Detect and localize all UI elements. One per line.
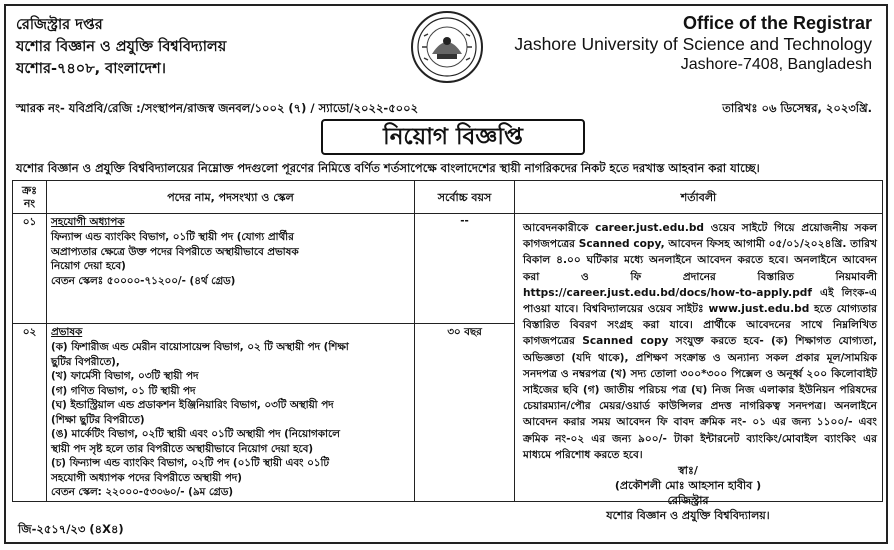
notice-page: [4, 4, 888, 544]
office-name-bn: রেজিস্ট্রার দপ্তর: [16, 17, 103, 33]
serial-cell: ০২: [13, 324, 47, 502]
header-english: [514, 12, 872, 75]
pay-scale: বেতন স্কেলঃ ৫০০০০-৭১২০০/- (৪র্থ গ্রেড): [51, 274, 236, 287]
intro-text: যশোর বিজ্ঞান ও প্রযুক্তি বিশ্ববিদ্যালয়ের নিম্নোক্ত পদগুলো পূরণের নিমিত্তে বর্ণিত শর্তসাপেক্ষে বাংলাদেশের স্থায়ী নাগরিকদের নিকট হতে দরখাস্ত আহবান করা যাচ্ছে।: [16, 161, 760, 175]
post-details: [51, 230, 410, 288]
post-detail-line: (গ) গণিত বিভাগ, ০১ টি স্থায়ী পদ: [51, 384, 196, 397]
post-detail-line: সহযোগী অধ্যাপক পদের বিপরীতে অস্থায়ী পদ): [51, 471, 242, 484]
post-title: প্রভাষক: [51, 326, 83, 338]
serial-cell: ০১: [13, 214, 47, 324]
table-header-row: [13, 181, 883, 214]
ad-code: জি-২৫১৭/২৩ (৪X৪): [18, 522, 124, 536]
post-detail-line: (চ) ফিন্যান্স এন্ড ব্যাংকিং বিভাগ, ০২টি পদ (০১টি স্থায়ী এবং ০১টি: [51, 457, 330, 469]
post-detail-line: (ঙ) মার্কেটিং বিভাগ, ০২টি স্থায়ী এবং ০১টি অস্থায়ী পদ (নিয়োগকালে: [51, 428, 340, 440]
post-cell: [47, 214, 415, 324]
post-cell: [47, 324, 415, 502]
notice-title: নিয়োগ বিজ্ঞপ্তি: [321, 119, 585, 155]
post-detail-line: (শিক্ষা ছুটির বিপরীতে): [51, 413, 145, 426]
col-header-terms: শর্তাবলী: [515, 181, 883, 214]
address-en: Jashore-7408, Bangladesh: [680, 56, 872, 73]
post-detail-line: (ঘ) ইন্ডাস্ট্রিয়াল এন্ড প্রডাকশন ইঞ্জিনিয়ারিং বিভাগ, ০৩টি অস্থায়ী পদ: [51, 399, 334, 411]
terms-cell: আবেদনকারীকে career.just.edu.bd ওয়েব সাইটে গিয়ে প্রয়োজনীয় সকল কাগজপত্রের Scanned copy, আবেদন ফিসহ আগামী ০৫/০১/২০২৪খ্রি. তারিখ বিকাল ৪.০০ ঘটিকার মধ্যে অনলাইনে আবেদন করতে হবে। অনলাইনে আবেদন করা ও ফি প্রদানের বিস্তারিত নিয়মাবলী https://career.just.edu.bd/docs/how-to-apply.pdf এই লিংক-এ পাওয়া যাবে। বিশ্ববিদ্যালয়ের ওয়েব সাইটঃ www.just.edu.bd হতে যোগ্যতার বিস্তারিত বিবরণ সংগ্রহ করা যাবে। প্রার্থীকে আবেদনের সাথে নিম্নলিখিত কাগজপত্রের Scanned copy সংযুক্ত করতে হবে- (ক) শিক্ষাগত যোগ্যতা, অভিজ্ঞতা (যদি থাকে), প্রশিক্ষণ সংক্রান্ত ও অন্যান্য সকল প্রকার মূল/সাময়িক সনদপত্র ও নম্বরপত্র (খ) সদ্য তোলা ৩০০*৩০০ পিক্সেল ও অনূর্ধ্ব ২০০ কিলোবাইট সাইজের ছবি (গ) জাতীয় পরিচয় পত্র (ঘ) নিজ নিজ এলাকার ইউনিয়ন পরিষদের চেয়ারম্যান/পৌর মেয়র/ওয়ার্ড কাউন্সিলর প্রদত্ত নাগরিকত্ব সনদপত্র। অনলাইনে আবেদন করার সময় আবেদন ফি বাবদ ক্রমিক নং- ০১ এর জন্য ১১০০/- এবং ক্রমিক নং-০২ এর জন্য ৯০০/- টাকা ইন্টারনেট ব্যাংকিং/মোবাইল ব্যাংকিং এর মাধ্যমে পরিশোধ করতে হবে।: [515, 214, 883, 502]
memo-date: তারিখঃ ০৬ ডিসেম্বর, ২০২৩খ্রি.: [722, 101, 872, 115]
signatory-designation: রেজিস্ট্রার: [667, 494, 709, 507]
age-cell: --: [415, 214, 515, 324]
col-header-serial: ক্রঃ নং: [13, 181, 47, 214]
age-cell: ৩০ বছর: [415, 324, 515, 502]
table-row: [13, 214, 883, 324]
university-name-en: Jashore University of Science and Technology: [514, 34, 872, 54]
pay-scale: বেতন স্কেল: ২২০০০-৫৩০৬০/- (৯ম গ্রেড): [51, 486, 234, 498]
post-title: সহযোগী অধ্যাপক: [51, 216, 125, 228]
post-detail-line: ফিন্যান্স এন্ড ব্যাংকিং বিভাগ, ০১টি স্থায়ী পদ (যোগ্য প্রার্থীর: [51, 231, 294, 243]
university-name-bn: যশোর বিজ্ঞান ও প্রযুক্তি বিশ্ববিদ্যালয়: [16, 39, 227, 55]
post-details: [51, 340, 410, 500]
post-detail-line: অপ্রাপ্যতার ক্ষেত্রে উক্ত পদের বিপরীতে অস্থায়ীভাবে প্রভাষক: [51, 245, 299, 258]
col-header-post: পদের নাম, পদসংখ্যা ও স্কেল: [47, 181, 415, 214]
signature-mark: স্বাঃ/: [678, 464, 698, 477]
signatory-name: (প্রকৌশলী মোঃ আহসান হাবীব ): [614, 479, 762, 492]
post-detail-line: (খ) ফার্মেসী বিভাগ, ০৩টি স্থায়ী পদ: [51, 370, 199, 382]
post-detail-line: নিয়োগ দেয়া হবে): [51, 260, 126, 272]
address-bn: যশোর-৭৪০৮, বাংলাদেশ।: [16, 61, 166, 77]
signatory-institution: যশোর বিজ্ঞান ও প্রযুক্তি বিশ্ববিদ্যালয়।: [606, 509, 770, 522]
office-name-en: Office of the Registrar: [682, 13, 872, 33]
post-detail-line: ছুটির বিপরীতে),: [51, 355, 120, 368]
university-seal-logo: [410, 10, 484, 84]
col-header-age: সর্বোচ্চ বয়স: [415, 181, 515, 214]
post-detail-line: (ক) ফিশারীজ এন্ড মেরীন বায়োসায়েন্স বিভাগ, ০২ টি অস্থায়ী পদ (শিক্ষা: [51, 341, 349, 353]
memo-reference: স্মারক নং- যবিপ্রবি/রেজি :/সংস্থাপন/রাজস্ব জনবল/১০০২ (৭) / স্যাডো/২০২২-৫০০২: [16, 101, 419, 115]
signature-block: [548, 463, 828, 523]
header-bangla: [16, 14, 226, 80]
post-detail-line: স্থায়ী পদ সৃষ্ট হলে তার বিপরীতে অস্থায়ীভাবে নিয়োগ দেয়া হবে): [51, 442, 314, 455]
recruitment-table: [12, 180, 883, 502]
